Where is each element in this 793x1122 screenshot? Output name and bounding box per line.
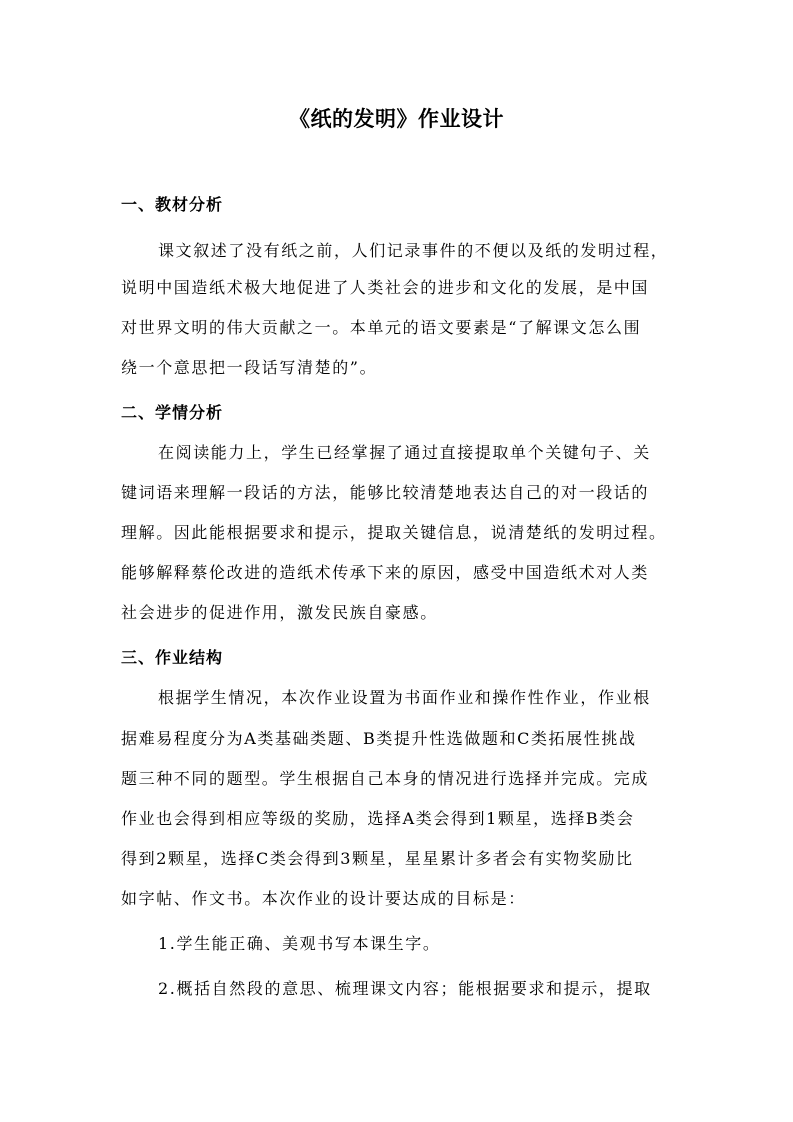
section-heading-textbook-analysis: 一、教材分析 [121, 195, 224, 214]
paragraph-line: 课文叙述了没有纸之前，人们记录事件的不便以及纸的发明过程， [158, 241, 669, 260]
paragraph-line: 理解。因此能根据要求和提示，提取关键信息，说清楚纸的发明过程。 [121, 523, 667, 542]
section-heading-learner-analysis: 二、学情分析 [121, 403, 224, 422]
numbered-goal-item: 2.概括自然段的意思、梳理课文内容；能根据要求和提示，提取 [158, 979, 652, 998]
paragraph-line: 根据学生情况，本次作业设置为书面作业和操作性作业，作业根 [158, 688, 651, 707]
paragraph-line: 对世界文明的伟大贡献之一。本单元的语文要素是“了解课文怎么围 [121, 318, 642, 337]
section-heading-homework-structure: 三、作业结构 [121, 648, 224, 667]
paragraph-line: 据难易程度分为A类基础类题、B类提升性选做题和C类拓展性挑战 [121, 729, 637, 748]
paragraph-line: 在阅读能力上，学生已经掌握了通过直接提取单个关键句子、关 [158, 443, 651, 462]
numbered-goal-item: 1.学生能正确、美观书写本课生字。 [158, 934, 441, 953]
paragraph-line: 得到2颗星，选择C类会得到3颗星，星星累计多者会有实物奖励比 [121, 849, 634, 868]
paragraph-line: 能够解释蔡伦改进的造纸术传承下来的原因，感受中国造纸术对人类 [121, 563, 650, 582]
paragraph-line: 键词语来理解一段话的方法，能够比较清楚地表达自己的对一段话的 [121, 483, 650, 502]
paragraph-line: 如字帖、作文书。本次作业的设计要达成的目标是： [121, 889, 526, 908]
paragraph-line: 绕一个意思把一段话写清楚的”。 [121, 358, 378, 377]
paragraph-line: 社会进步的促进作用，激发民族自豪感。 [121, 603, 438, 622]
paragraph-line: 作业也会得到相应等级的奖励，选择A类会得到1颗星，选择B类会 [121, 809, 635, 828]
document-title: 《纸的发明》作业设计 [289, 107, 504, 131]
paragraph-line: 题三种不同的题型。学生根据自己本身的情况进行选择并完成。完成 [121, 769, 650, 788]
paragraph-line: 说明中国造纸术极大地促进了人类社会的进步和文化的发展，是中国 [121, 278, 650, 297]
